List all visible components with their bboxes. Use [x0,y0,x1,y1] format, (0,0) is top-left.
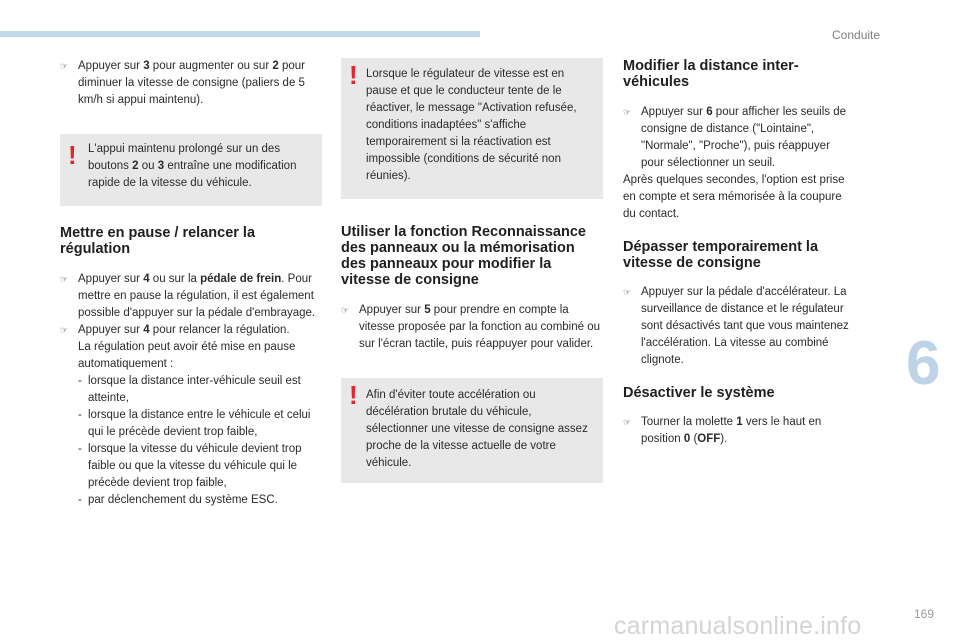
bullet-text: Appuyer sur la pédale d'accélérateur. La surveillance de distance et le régulateur sont désactivés tant que vous maintenez l'accélération. La vitesse au combiné clignote. [641,286,849,366]
warning-text: Afin d'éviter toute accélération ou décélération brutale du véhicule, sélectionner une vitesse de consigne assez proche de la vitesse actuelle de votre véhicule. [366,389,588,469]
section-heading: Utiliser la fonction Reconnaissance des panneaux ou la mémorisation des panneaux pour modifier la vitesse de consigne [341,224,586,288]
bullet-text: Tourner la molette 1 vers le haut en position 0 (OFF). [641,416,822,445]
pointing-hand-icon: ☞ [623,417,632,427]
pointing-hand-icon: ☞ [341,305,350,315]
pointing-hand-icon: ☞ [60,325,69,335]
section-heading: Désactiver le système [623,385,775,401]
section-heading: Modifier la distance inter-véhicules [623,58,799,90]
section-title: Conduite [832,28,881,42]
warning-text: L'appui maintenu prolongé sur un des boutons 2 ou 3 entraîne une modification rapide de la vitesse du véhicule. [88,143,297,189]
column-1 [60,58,322,509]
list-item [623,414,855,448]
chapter-number: 6 [906,329,941,398]
warning-text: Lorsque le régulateur de vitesse est en pause et que le conducteur tente de le réactiver, le message "Activation refusée, conditions inadaptées" s'affiche temporairement si la réactivation est impossible (conditions de sécurité non réunies). [366,68,577,182]
list-item: - lorsque la distance entre le véhicule et celui qui le précède devient trop faible, [78,409,311,438]
list-item: - lorsque la distance inter-véhicule seuil est atteinte, [78,375,301,404]
column-3 [623,58,855,448]
column-2 [341,58,603,483]
list-item: - par déclenchement du système ESC. [78,494,278,506]
warning-box [60,134,322,206]
exclamation-icon: ! [349,60,358,90]
section-heading: Dépasser temporairement la vitesse de consigne [623,239,819,271]
list-item [60,322,322,339]
pointing-hand-icon: ☞ [623,107,632,117]
list-item [60,271,322,322]
exclamation-icon: ! [349,380,358,410]
list-item [623,284,855,369]
pointing-hand-icon: ☞ [60,61,69,71]
page-number: 169 [914,607,935,621]
paragraph: La régulation peut avoir été mise en pause automatiquement : [78,341,296,370]
warning-box [341,378,603,483]
list-item: - lorsque la vitesse du véhicule devient trop faible ou que la vitesse du véhicule qui le précède devient trop faible, [78,443,302,489]
bullet-text: Appuyer sur 4 ou sur la pédale de frein. Pour mettre en pause la régulation, il est également possible d'appuyer sur la pédale d'embrayage. [78,273,316,319]
bullet-text: Appuyer sur 6 pour afficher les seuils de consigne de distance ("Lointaine", "Normale", "Proche"), puis réappuyer pour sélectionner un seuil. [641,106,846,169]
list-item [341,302,603,353]
bullet-text: Appuyer sur 4 pour relancer la régulation. [78,324,290,336]
section-heading: Mettre en pause / relancer la régulation [60,225,256,257]
list-item [623,104,855,172]
exclamation-icon: ! [68,140,77,170]
warning-box [341,58,603,199]
bullet-text: Appuyer sur 5 pour prendre en compte la vitesse proposée par la fonction au combiné ou sur l'écran tactile, puis réappuyer pour valider. [359,304,601,350]
list-item [60,58,322,109]
watermark: carmanualsonline.info [614,612,862,640]
pointing-hand-icon: ☞ [623,287,632,297]
paragraph: Après quelques secondes, l'option est prise en compte et sera mémorisée à la coupure du contact. [623,174,845,220]
header-accent-bar [0,31,480,37]
bullet-text: Appuyer sur 3 pour augmenter ou sur 2 pour diminuer la vitesse de consigne (paliers de 5 km/h si appui maintenu). [78,60,305,106]
pointing-hand-icon: ☞ [60,274,69,284]
